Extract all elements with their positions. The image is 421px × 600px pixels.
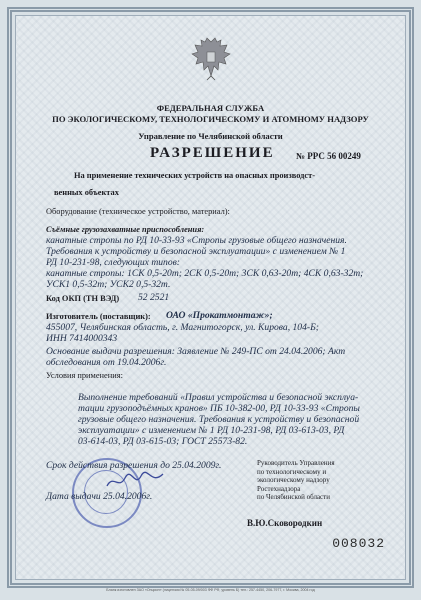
double-headed-eagle-emblem [190, 36, 232, 84]
equipment-desc-line: УСК1 0,5-32т; УСК2 0,5-32т. [46, 279, 171, 290]
document-number: № РРС 56 00249 [296, 151, 361, 161]
okp-code-value: 52 2521 [138, 292, 170, 303]
handwritten-signature [105, 470, 165, 492]
manufacturer-name: ОАО «Прокатмонтаж»; [166, 310, 273, 321]
issue-date: Дата выдачи 25.04.2006г. [46, 491, 153, 502]
signatory-title-line: по Челябинской области [257, 493, 330, 501]
basis-line2: обследования от 19.04.2006г. [46, 357, 167, 368]
manufacturer-inn: ИНН 7414000343 [46, 333, 118, 344]
purpose-line1: На применение технических устройств на опасных производст- [74, 171, 316, 180]
okp-code-label: Код ОКП (ТН ВЭД) [46, 294, 120, 303]
conditions-line: грузовые общего назначения. Требования к устройству и безопасной [78, 414, 360, 425]
document-title: РАЗРЕШЕНИЕ [150, 145, 275, 161]
equipment-desc-line: РД 10-231-98, следующих типов: [46, 257, 180, 268]
equipment-label: Оборудование (техническое устройство, материал): [46, 207, 230, 216]
signatory-title-line: по технологическому и [257, 467, 327, 476]
equipment-desc-line: канатные стропы: 1СК 0,5-20т; 2СК 0,5-20т; 3СК 0,63-20т; 4СК 0,63-32т; [46, 268, 364, 279]
department-name: Управление по Челябинской области [138, 131, 283, 141]
manufacturer-address: 455007, Челябинская область, г. Магнитогорск, ул. Кирова, 104-Б; [46, 322, 319, 333]
validity-period: Срок действия разрешения до 25.04.2009г. [46, 460, 222, 471]
conditions-line: тации грузоподъёмных кранов» ПБ 10-382-00, РД 10-33-93 «Стропы [78, 403, 360, 414]
equipment-desc-line: канатные стропы по РД 10-33-93 «Стропы грузовые общего назначения. [46, 235, 347, 246]
conditions-line: Выполнение требований «Правил устройства и безопасной эксплуа- [78, 392, 359, 403]
signatory-title [257, 459, 335, 502]
purpose-line2: венных объектах [54, 188, 119, 197]
conditions-label: Условия применения: [46, 371, 123, 380]
equipment-desc-line: Требования к устройству и безопасной эксплуатации» с изменением № 1 [46, 246, 346, 257]
signatory-title-line: Ростехнадзора [257, 484, 301, 493]
agency-name-line1: ФЕДЕРАЛЬНАЯ СЛУЖБА [156, 103, 265, 113]
signatory-name: В.Ю.Сковородкин [247, 518, 323, 528]
basis-line1: Основание выдачи разрешения: Заявление № 249-ПС от 24.04.2006; Акт [46, 346, 346, 357]
signatory-title-line: Руководитель Управления [257, 459, 335, 467]
conditions-line: эксплуатации» с изменением № 1 РД 10-231-98, РД 03-613-03, РД [78, 425, 345, 436]
agency-name-line2: ПО ЭКОЛОГИЧЕСКОМУ, ТЕХНОЛОГИЧЕСКОМУ И АТОМНОМУ НАДЗОРУ [52, 114, 369, 124]
serial-number: 008032 [332, 536, 385, 551]
signatory-title-line: экологическому надзору [257, 476, 330, 484]
printer-footer: Бланк изготовлен ЗАО «Опцион» (лицензия № 05-05-09/003 ФФ РФ, уровень Б) тел.: 257-4450, 206-7977, г. Москва, 2004 год [106, 588, 315, 592]
equipment-name: Съёмные грузозахватные приспособления: [46, 225, 205, 234]
manufacturer-label: Изготовитель (поставщик): [46, 312, 151, 321]
conditions-line: 03-614-03, РД 03-615-03; ГОСТ 25573-82. [78, 436, 248, 447]
